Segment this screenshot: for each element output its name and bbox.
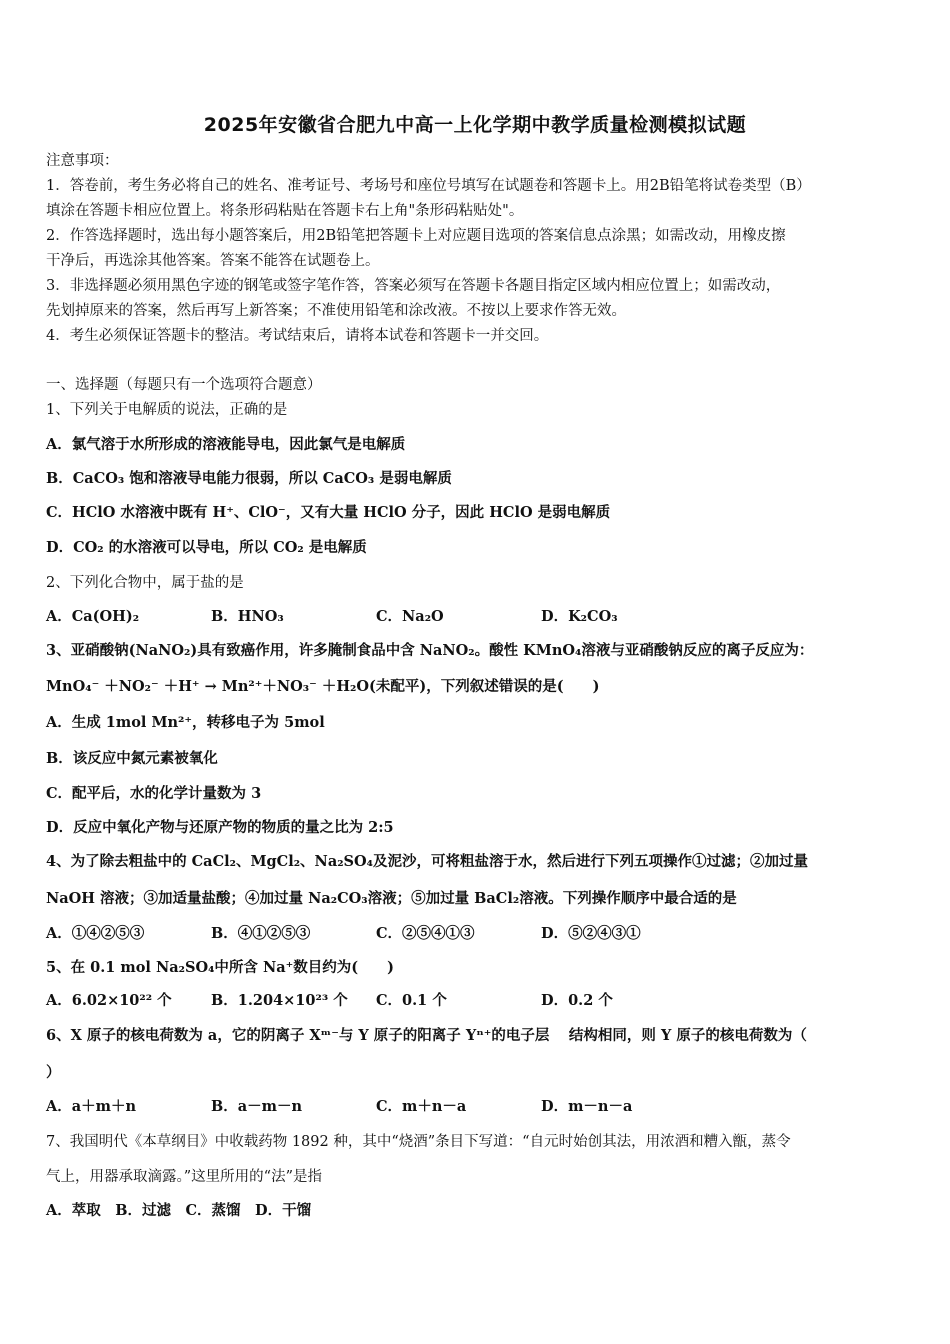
option-d: D．⑤②④③① xyxy=(541,925,641,942)
option-b: B．HNO₃ xyxy=(211,608,284,625)
notice-line: 先划掉原来的答案，然后再写上新答案；不准使用铅笔和涂改液。不按以上要求作答无效。 xyxy=(46,303,626,319)
option-b: B．CaCO₃ 饱和溶液导电能力很弱，所以 CaCO₃ 是弱电解质 xyxy=(46,470,452,487)
question-stem: 4、为了除去粗盐中的 CaCl₂、MgCl₂、Na₂SO₄及泥沙，可将粗盐溶于水，然后进行下列五项操作①过滤；②加过量 xyxy=(46,853,809,870)
option-c: C．Na₂O xyxy=(376,608,444,625)
option-d: D．m－n－a xyxy=(541,1098,633,1115)
notice-line: 填涂在答题卡相应位置上。将条形码粘贴在答题卡右上角"条形码粘贴处"。 xyxy=(46,203,524,219)
option-d: D．CO₂ 的水溶液可以导电，所以 CO₂ 是电解质 xyxy=(46,539,367,556)
question-stem: 1、下列关于电解质的说法，正确的是 xyxy=(46,402,288,418)
option-d: D．反应中氧化产物与还原产物的物质的量之比为 2:5 xyxy=(46,819,394,836)
option-c: C．配平后，水的化学计量数为 3 xyxy=(46,785,262,802)
option-d: D．0.2 个 xyxy=(541,992,613,1009)
option-c: C．0.1 个 xyxy=(376,992,447,1009)
option-a: A．6.02×10²² 个 xyxy=(46,992,172,1009)
option-b: B．④①②⑤③ xyxy=(211,925,311,942)
notice-line: 1．答卷前，考生务必将自己的姓名、准考证号、考场号和座位号填写在试题卷和答题卡上。用2B铅笔将试卷类型（B） xyxy=(46,178,811,194)
notice-heading: 注意事项： xyxy=(46,153,119,169)
notice-line: 干净后，再选涂其他答案。答案不能答在试题卷上。 xyxy=(46,253,380,269)
option-b: B．该反应中氮元素被氧化 xyxy=(46,750,218,767)
notice-line: 3．非选择题必须用黑色字迹的钢笔或签字笔作答，答案必须写在答题卡各题目指定区域内相应位置上；如需改动， xyxy=(46,278,781,294)
page-title: 2025年安徽省合肥九中高一上化学期中教学质量检测模拟试题 xyxy=(203,114,747,136)
option-c: C．m＋n－a xyxy=(376,1098,467,1115)
question-stem: 2、下列化合物中，属于盐的是 xyxy=(46,575,244,591)
question-stem: 6、X 原子的核电荷数为 a，它的阴离子 Xᵐ⁻与 Y 原子的阳离子 Yⁿ⁺的电子层 结构相同，则 Y 原子的核电荷数为（ xyxy=(46,1027,807,1044)
question-stem-cont: MnO₄⁻ ＋NO₂⁻ ＋H⁺ → Mn²⁺＋NO₃⁻ ＋H₂O(未配平)，下列叙述错误的是( ) xyxy=(46,678,600,695)
option-a: A．①④②⑤③ xyxy=(46,925,145,942)
option-a: A．a＋m＋n xyxy=(46,1098,137,1115)
options-row: A．萃取 B．过滤 C．蒸馏 D．干馏 xyxy=(46,1202,312,1219)
notice-line: 2．作答选择题时，选出每小题答案后，用2B铅笔把答题卡上对应题目选项的答案信息点涂黑；如需改动，用橡皮擦 xyxy=(46,228,786,244)
question-stem: 7、我国明代《本草纲目》中收载药物 1892 种，其中“烧酒”条目下写道：“自元时始创其法，用浓酒和糟入甑，蒸令 xyxy=(46,1134,791,1150)
option-d: D．K₂CO₃ xyxy=(541,608,618,625)
option-a: A．Ca(OH)₂ xyxy=(46,608,140,625)
section-heading: 一、选择题（每题只有一个选项符合题意） xyxy=(46,377,322,393)
question-stem: 3、亚硝酸钠(NaNO₂)具有致癌作用，许多腌制食品中含 NaNO₂。酸性 KMnO₄溶液与亚硝酸钠反应的离子反应为： xyxy=(46,642,814,659)
question-stem-cont: NaOH 溶液；③加适量盐酸；④加过量 Na₂CO₃溶液；⑤加过量 BaCl₂溶液。下列操作顺序中最合适的是 xyxy=(46,890,737,907)
option-b: B．1.204×10²³ 个 xyxy=(211,992,348,1009)
option-b: B．a－m－n xyxy=(211,1098,303,1115)
notice-line: 4．考生必须保证答题卡的整洁。考试结束后，请将本试卷和答题卡一并交回。 xyxy=(46,328,549,344)
option-c: C．②⑤④①③ xyxy=(376,925,475,942)
question-stem-cont: ） xyxy=(46,1064,61,1081)
option-a: A．生成 1mol Mn²⁺，转移电子为 5mol xyxy=(46,714,325,731)
option-a: A．氯气溶于水所形成的溶液能导电，因此氯气是电解质 xyxy=(46,436,406,453)
question-stem: 5、在 0.1 mol Na₂SO₄中所含 Na⁺数目约为( ) xyxy=(46,959,395,976)
option-c: C．HClO 水溶液中既有 H⁺、ClO⁻，又有大量 HClO 分子，因此 HClO 是弱电解质 xyxy=(46,504,611,521)
question-stem-cont: 气上，用器承取滴露。”这里所用的“法”是指 xyxy=(46,1169,322,1185)
